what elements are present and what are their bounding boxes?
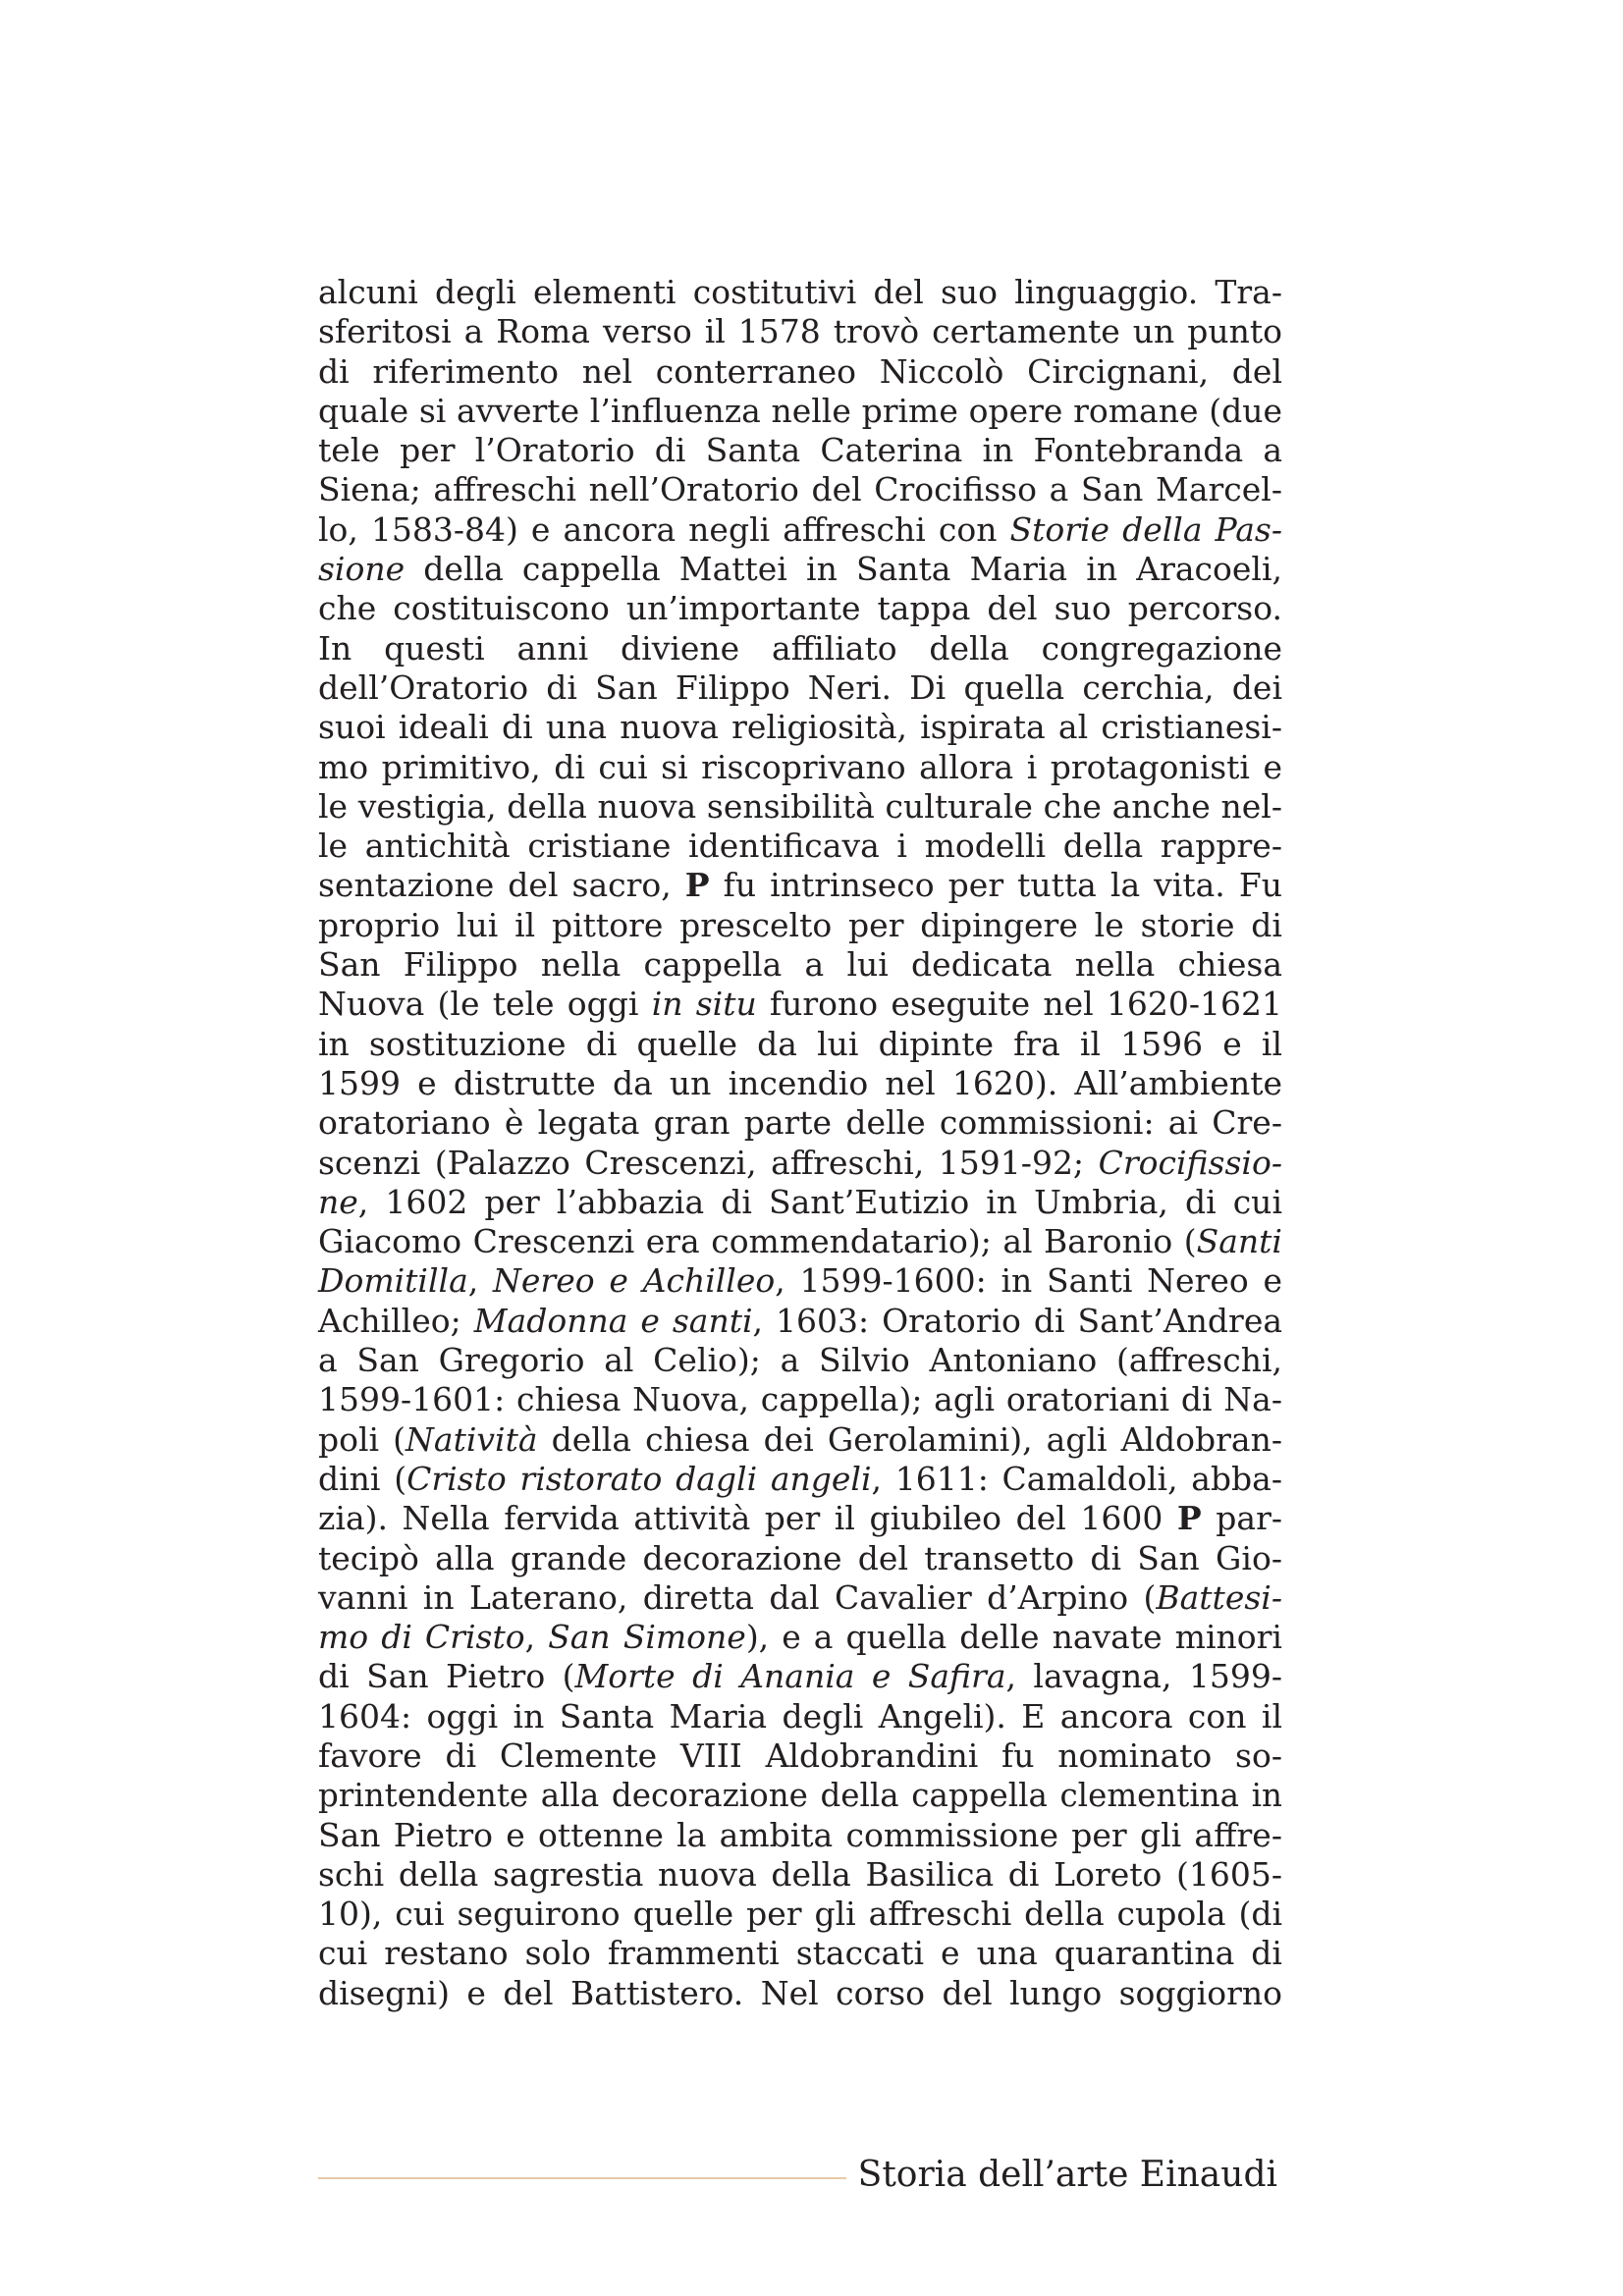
text-segment: printendente alla decorazione della cappella clementina in [318, 1777, 1282, 1815]
text-segment: , lavagna, 1599- [1005, 1657, 1283, 1696]
text-line [318, 1341, 1282, 1380]
text-line [318, 1064, 1282, 1103]
footer-title: Storia dell’arte Einaudi [857, 2155, 1277, 2195]
text-segment: dini ( [318, 1459, 407, 1498]
text-line [318, 392, 1282, 431]
text-line [318, 945, 1282, 985]
text-segment: 1599 e distrutte da un incendio nel 1620). All’ambiente [318, 1063, 1282, 1102]
text-segment: disegni) e del Battistero. Nel corso del lungo soggiorno [318, 1973, 1282, 2012]
text-segment: quale si avverte l’influenza nelle prime opere romane (due [318, 391, 1282, 430]
italic-title: Morte di Anania e Safira [574, 1657, 1006, 1696]
text-line [318, 352, 1282, 392]
text-segment: zia). Nella fervida attività per il giubileo del 1600 [318, 1499, 1177, 1538]
text-segment: suoi ideali di una nuova religiosità, ispirata al cristianesi- [318, 708, 1282, 747]
text-line [318, 1657, 1282, 1696]
text-line [318, 431, 1282, 470]
text-segment: , 1611: Camaldoli, abba- [871, 1459, 1283, 1498]
text-line [318, 1697, 1282, 1736]
text-segment: tecipò alla grande decorazione del transetto di San Gio- [318, 1538, 1282, 1577]
text-segment: , 1599-1600: in Santi Nereo e [775, 1261, 1282, 1301]
text-segment: 1599-1601: chiesa Nuova, cappella); agli oratoriani di Na- [318, 1380, 1282, 1419]
text-segment: In questi anni diviene affiliato della congregazione [318, 628, 1282, 667]
text-line [318, 1578, 1282, 1618]
text-segment: , 1603: Oratorio di Sant’Andrea [752, 1301, 1283, 1340]
text-segment: 1604: oggi in Santa Maria degli Angeli). E ancora con il [318, 1696, 1282, 1735]
text-segment: a San Gregorio al Celio); a Silvio Antoniano (affreschi, [318, 1341, 1282, 1380]
text-line [318, 273, 1282, 312]
text-segment: proprio lui il pittore prescelto per dipingere le storie di [318, 905, 1282, 944]
text-line [318, 589, 1282, 628]
text-segment: sentazione del sacro, [318, 866, 685, 905]
italic-title: mo di Cristo [318, 1618, 525, 1657]
text-line [318, 1420, 1282, 1460]
italic-title: sione [318, 550, 406, 589]
text-segment: alcuni degli elementi costitutivi del suo linguaggio. Tra- [318, 273, 1282, 311]
text-segment: lo, 1583-84) e ancora negli affreschi con [318, 509, 1010, 549]
text-segment: favore di Clemente VIII Aldobrandini fu nominato so- [318, 1735, 1282, 1775]
text-segment: San Pietro e ottenne la ambita commissione per gli affre- [318, 1815, 1282, 1854]
text-line [318, 1539, 1282, 1578]
italic-title: Storie della Pas- [1009, 509, 1282, 549]
text-line [318, 550, 1282, 589]
text-line [318, 1816, 1282, 1855]
text-segment: di San Pietro ( [318, 1657, 575, 1696]
text-line [318, 1261, 1282, 1301]
text-segment: mo primitivo, di cui si riscoprivano allora i protagonisti e [318, 747, 1282, 786]
text-line [318, 1776, 1282, 1815]
text-line [318, 1499, 1282, 1538]
italic-title: Nereo e Achilleo [493, 1261, 776, 1301]
text-line [318, 827, 1282, 866]
text-segment: furono eseguite nel 1620-1621 [756, 985, 1282, 1024]
text-segment: che costituiscono un’importante tappa del suo percorso. [318, 589, 1282, 628]
author-initial: P [684, 866, 710, 905]
text-segment: 10), cui seguirono quelle per gli affreschi della cupola (di [318, 1895, 1282, 1934]
footer-rule [318, 2177, 846, 2179]
italic-title: ne [318, 1182, 358, 1221]
text-segment: fu intrinseco per tutta la vita. Fu [709, 866, 1282, 905]
text-segment: , [524, 1618, 549, 1657]
text-segment: Nuova (le tele oggi [318, 985, 652, 1024]
italic-title: Crocifissio- [1098, 1143, 1282, 1182]
body-text [318, 273, 1282, 2013]
text-line [318, 748, 1282, 787]
text-segment: sferitosi a Roma verso il 1578 trovò certamente un punto [318, 312, 1282, 351]
italic-title: Cristo ristorato dagli angeli [406, 1459, 872, 1498]
text-segment: Achilleo; [318, 1301, 474, 1340]
text-line [318, 1974, 1282, 2013]
text-line [318, 1025, 1282, 1064]
italic-title: Natività [406, 1419, 538, 1459]
text-line [318, 668, 1282, 708]
text-segment: oratoriano è legata gran parte delle commissioni: ai Cre- [318, 1103, 1282, 1143]
text-line [318, 1103, 1282, 1143]
italic-title: Domitilla [318, 1261, 468, 1301]
text-segment: schi della sagrestia nuova della Basilica di Loreto (1605- [318, 1854, 1282, 1894]
text-line [318, 312, 1282, 351]
text-line [318, 1302, 1282, 1341]
text-segment: della chiesa dei Gerolamini), agli Aldobran- [537, 1419, 1283, 1459]
text-segment: in sostituzione di quelle da lui dipinte fra il 1596 e il [318, 1024, 1282, 1063]
text-segment: di riferimento nel conterraneo Niccolò Circignani, del [318, 351, 1282, 391]
text-line [318, 1144, 1282, 1183]
text-line [318, 1183, 1282, 1222]
text-line [318, 1460, 1282, 1499]
text-line [318, 985, 1282, 1024]
text-segment: cui restano solo frammenti staccati e una quarantina di [318, 1934, 1282, 1973]
text-line [318, 1934, 1282, 1973]
italic-title: Battesi- [1156, 1577, 1282, 1617]
italic-title: in situ [651, 985, 757, 1024]
text-segment: poli ( [318, 1419, 406, 1459]
text-segment: , [467, 1261, 494, 1301]
text-segment: ), e a quella delle navate minori [745, 1618, 1282, 1657]
author-initial: P [1176, 1499, 1202, 1538]
text-line [318, 510, 1282, 550]
italic-title: Madonna e santi [473, 1301, 753, 1340]
text-segment: scenzi (Palazzo Crescenzi, affreschi, 1591-92; [318, 1143, 1099, 1182]
text-line [318, 787, 1282, 827]
italic-title: Santi [1196, 1222, 1282, 1261]
text-segment: San Filippo nella cappella a lui dedicata nella chiesa [318, 945, 1282, 985]
text-segment: tele per l’Oratorio di Santa Caterina in Fontebranda a [318, 431, 1282, 470]
text-segment: , 1602 per l’abbazia di Sant’Eutizio in Umbria, di cui [357, 1182, 1282, 1221]
text-segment: Giacomo Crescenzi era commendatario); al Baronio ( [318, 1222, 1197, 1261]
text-line [318, 1222, 1282, 1261]
text-line [318, 1855, 1282, 1895]
italic-title: San Simone [548, 1618, 746, 1657]
text-line [318, 470, 1282, 509]
text-segment: le vestigia, della nuova sensibilità culturale che anche nel- [318, 786, 1282, 826]
text-line [318, 1895, 1282, 1934]
text-segment: le antichità cristiane identificava i modelli della rappre- [318, 827, 1282, 866]
text-line [318, 708, 1282, 747]
text-segment: vanni in Laterano, diretta dal Cavalier d’Arpino ( [318, 1577, 1157, 1617]
text-line [318, 1380, 1282, 1419]
text-segment: della cappella Mattei in Santa Maria in Aracoeli, [405, 550, 1282, 589]
text-segment: Siena; affreschi nell’Oratorio del Crocifisso a San Marcel- [318, 470, 1282, 509]
text-line [318, 1618, 1282, 1657]
text-line [318, 906, 1282, 945]
text-line [318, 629, 1282, 668]
text-segment: dell’Oratorio di San Filippo Neri. Di quella cerchia, dei [318, 667, 1282, 707]
text-line [318, 866, 1282, 905]
text-line [318, 1736, 1282, 1776]
text-segment: par- [1201, 1499, 1283, 1538]
